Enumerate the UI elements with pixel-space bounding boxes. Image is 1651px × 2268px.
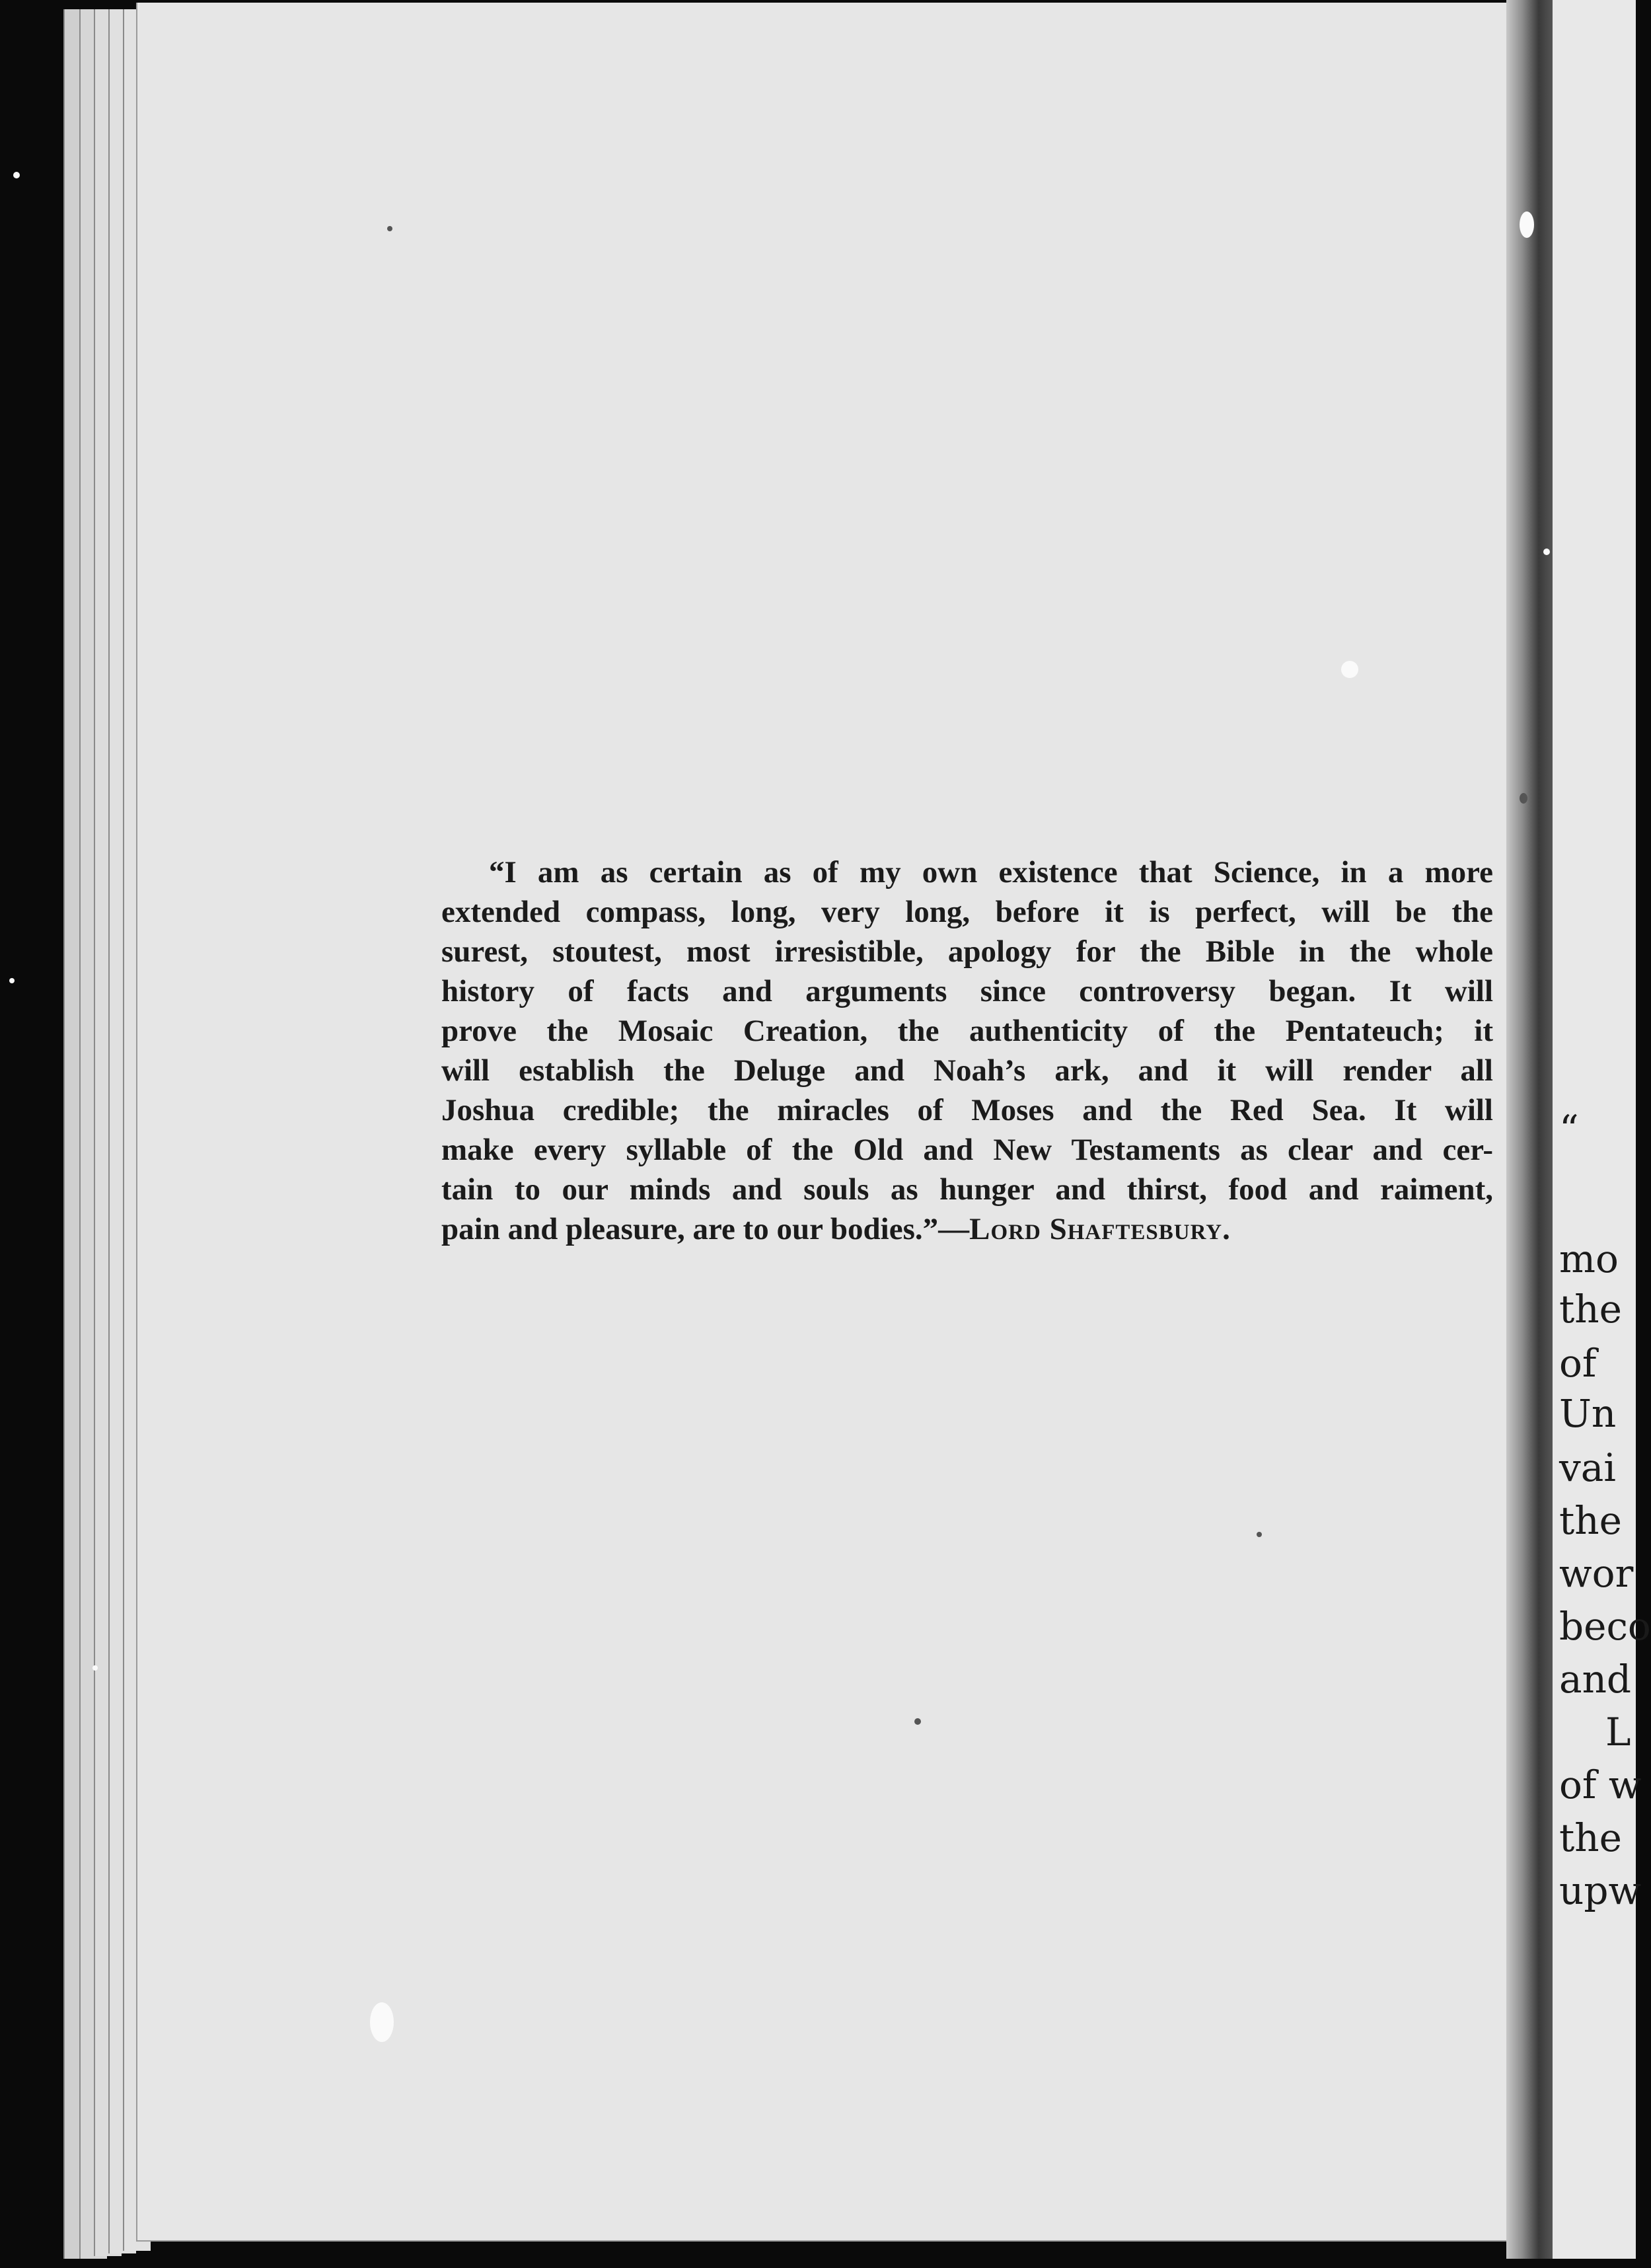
dust-speck [914,1718,921,1725]
facing-page-text: vai [1559,1445,1616,1490]
dust-speck [13,172,20,178]
dust-speck [1543,548,1550,555]
dust-speck [1341,661,1358,678]
facing-page-text: of w [1559,1762,1642,1807]
dust-speck [1257,1532,1262,1537]
dust-speck [1520,793,1527,804]
facing-page-text: upw [1559,1868,1642,1913]
facing-page-text: the [1559,1498,1622,1543]
quote-line: extended compass, long, very long, before it is perfect, will be the [441,895,1493,929]
dust-speck [387,226,392,231]
shaftesbury-quote [441,852,1493,1249]
facing-page-text: mo [1559,1236,1619,1281]
dust-speck [92,1665,98,1671]
facing-page-text: the [1559,1815,1622,1860]
quote-line: “I am as certain as of my own existence that Science, in a more [489,855,1493,889]
facing-page-text: beco [1559,1604,1651,1649]
quote-line: tain to our minds and souls as hunger and thirst, food and raiment, [441,1172,1493,1207]
right-facing-page [1553,0,1651,2268]
quote-line: Joshua credible; the miracles of Moses and the Red Sea. It will [441,1093,1493,1127]
facing-page-text: of [1559,1341,1597,1386]
quote-last-line [441,1209,1493,1249]
quote-line: surest, stoutest, most irresistible, apology for the Bible in the whole [441,934,1493,969]
quote-line: history of facts and arguments since controversy began. It will [441,974,1493,1008]
book-gutter [1506,0,1553,2268]
quote-line: will establish the Deluge and Noah’s ark, and it will render all [441,1053,1493,1088]
facing-page-text: L [1605,1710,1631,1755]
dust-speck [1520,211,1534,238]
quote-line-text: pain and pleasure, are to our bodies.”— [441,1212,970,1246]
facing-page-text: wor [1559,1551,1634,1596]
dust-speck [9,978,15,983]
quote-line: prove the Mosaic Creation, the authenticity of the Pentateuch; it [441,1014,1493,1048]
quote-attribution: Lord Shaftesbury. [969,1212,1231,1246]
facing-page-text: Un [1559,1391,1617,1436]
quote-line: make every syllable of the Old and New Testaments as clear and cer- [441,1133,1493,1167]
dust-speck [370,2002,394,2042]
scan-bottom-border [0,2259,1636,2268]
facing-page-text: “ [1559,1107,1579,1152]
facing-page-text: and [1559,1657,1632,1702]
facing-page-text: the [1559,1287,1622,1332]
